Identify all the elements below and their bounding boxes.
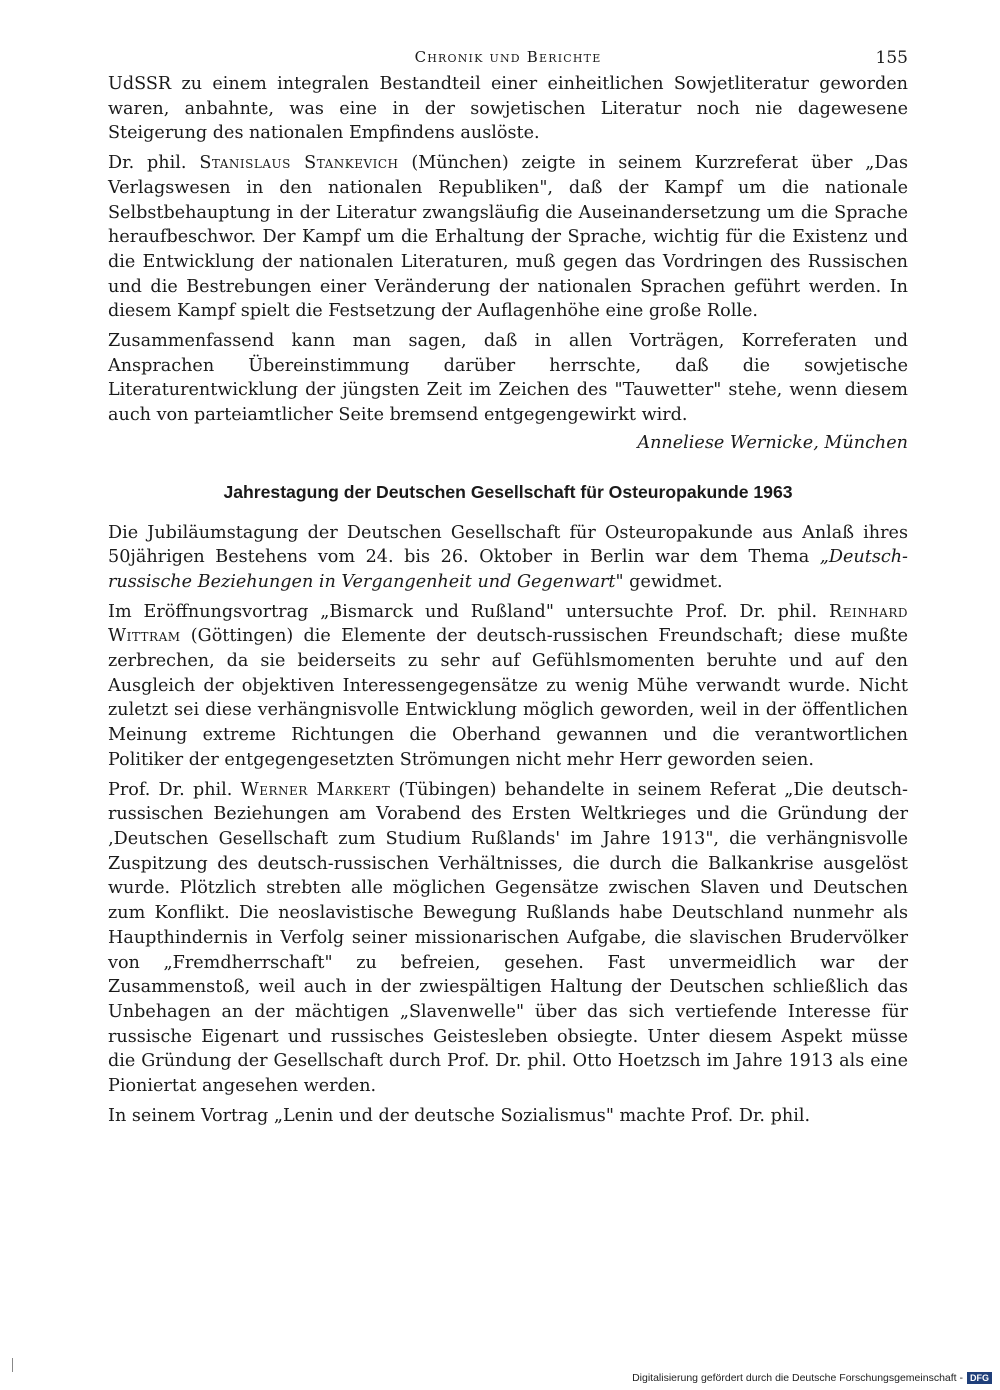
document-page xyxy=(108,40,908,1128)
paragraph xyxy=(108,329,908,428)
running-header xyxy=(108,40,908,72)
section2-paragraphs xyxy=(108,521,908,1129)
author-signature: Anneliese Wernicke, München xyxy=(637,432,908,453)
paragraph-text: Zusammenfassend kann man sagen, daß in allen Vorträgen, Korreferaten und Ansprachen Übereinstimmung darüber herrschte, daß die sowjetische Literaturentwicklung der jüngsten Zeit im Zeichen des "Tauwetter" stehe, wenn diesem auch von parteiamtlicher Seite bremsend entgegengewirkt wird. xyxy=(108,331,908,426)
paragraph xyxy=(108,151,908,324)
paragraph-text: Im Eröffnungsvortrag „Bismarck und Rußland" untersuchte Prof. Dr. phil. xyxy=(108,601,829,622)
paragraph-text: gewidmet. xyxy=(623,571,723,592)
person-name: Stanislaus Stankevich xyxy=(199,153,399,174)
page-number: 155 xyxy=(875,48,908,68)
paragraph xyxy=(108,1104,908,1129)
paragraph-text: In seinem Vortrag „Lenin und der deutsche Sozialismus" machte Prof. Dr. phil. xyxy=(108,1105,811,1126)
theme-title: „Deutsch-russische Beziehungen in Vergangenheit und Gegenwart" xyxy=(108,547,908,592)
paragraph-text: Prof. Dr. phil. xyxy=(108,779,241,800)
person-name: Reinhard Wittram xyxy=(108,601,908,647)
paragraph-text: Die Jubiläumstagung der Deutschen Gesellschaft für Osteuropakunde aus Anlaß ihres 50jährigen Bestehens vom 24. bis 26. Oktober in Berlin war dem Thema xyxy=(108,522,908,568)
dfg-logo: DFG xyxy=(967,1372,992,1384)
section-stankevich-report xyxy=(108,72,908,456)
paragraph-text: (Göttingen) die Elemente der deutsch-russischen Freundschaft; diese mußte zerbrechen, da sie beiderseits zu sehr auf Gefühlsmomenten beruhte und auf den Ausgleich der objektiven Interessengegensätze zu wenig Mühe verwandt wurde. Nicht zuletzt sei diese verhängnisvolle Entwicklung möglich geworden, weil in der öffentlichen Meinung extreme Richtungen die Oberhand gewannen und die verantwortlichen Politiker der entgegengesetzten Strömungen nicht mehr Herr geworden seien. xyxy=(108,626,908,770)
section1-paragraphs xyxy=(108,72,908,428)
paragraph-text: (München) zeigte in seinem Kurzreferat über „Das Verlagswesen in den nationalen Republiken", daß der Kampf um die nationale Selbstbehauptung in der Literatur zwangsläufig die Auseinandersetzung um die Sprache heraufbeschwor. Der Kampf um die Erhaltung der Sprache, wichtig für die Existenz und die Entwicklung der nationalen Literaturen, muß gegen das Vordringen des Russischen und die Bestrebungen einer Veränderung der nationalen Sprachen geführt werden. In diesem Kampf spielt die Festsetzung der Auflagenhöhe eine große Rolle. xyxy=(108,153,908,322)
section-jahrestagung xyxy=(108,521,908,1129)
paragraph-text: Dr. phil. xyxy=(108,153,200,174)
digitization-footer xyxy=(632,1372,992,1384)
paragraph-text: UdSSR zu einem integralen Bestandteil einer einheitlichen Sowjetliteratur geworden waren, anbahnte, was eine in der sowjetischen Literatur noch nie dagewesene Steigerung des nationalen Empfindens auslöste. xyxy=(108,74,908,144)
person-name: Werner Markert xyxy=(240,779,391,800)
scan-edge-mark xyxy=(12,1358,13,1372)
section-heading: Jahrestagung der Deutschen Gesellschaft für Osteuropakunde 1963 xyxy=(223,481,793,502)
paragraph xyxy=(108,521,908,595)
paragraph xyxy=(108,778,908,1099)
paragraph xyxy=(108,600,908,773)
footer-text: Digitalisierung gefördert durch die Deutsche Forschungsgemeinschaft - xyxy=(632,1372,963,1384)
paragraph xyxy=(108,72,908,146)
running-title: Chronik und Berichte xyxy=(414,48,602,66)
paragraph-text: (Tübingen) behandelte in seinem Referat „Die deutsch-russischen Beziehungen am Vorabend des Ersten Weltkrieges und die Gründung der ‚Deutschen Gesellschaft zum Studium Rußlands' im Jahre 1913", die verhängnisvolle Zuspitzung des deutsch-russischen Verhältnisses, die durch die Balkankrise ausgelöst wurde. Plötzlich strebten alle möglichen Gegensätze zwischen Slaven und Deutschen zum Konflikt. Die neoslavistische Bewegung Rußlands habe Deutschland nunmehr als Haupthindernis in Verfolg seiner missionarischen Aufgabe, die slavischen Brudervölker von „Fremdherrschaft" zu befreien, gesehen. Fast unvermeidlich war der Zusammenstoß, weil auch in der zwiespältigen Haltung der Deutschen schließlich das Unbehagen an der mächtigen „Slavenwelle" über das sich vertiefende Interesse für russische Eigenart und russisches Geistesleben obsiegte. Unter diesem Aspekt müsse die Gründung der Gesellschaft durch Prof. Dr. phil. Otto Hoetzsch im Jahre 1913 als eine Pioniertat angesehen werden. xyxy=(108,779,908,1097)
